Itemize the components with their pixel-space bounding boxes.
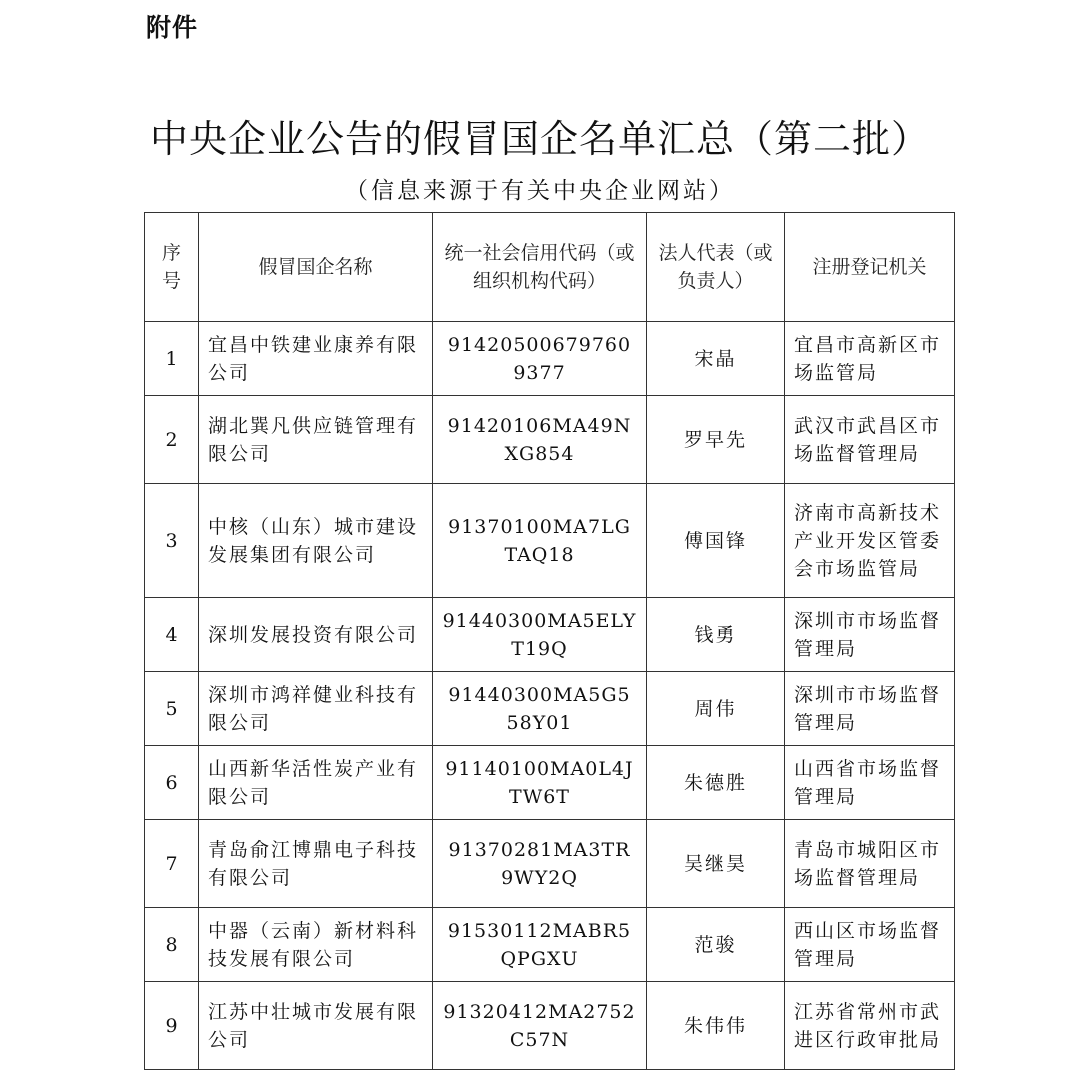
row-index: 8	[145, 908, 199, 982]
company-name: 湖北巽凡供应链管理有限公司	[199, 396, 433, 484]
table-row	[145, 396, 955, 484]
credit-code: 91370100MA7LGTAQ18	[433, 484, 647, 598]
company-name: 中器（云南）新材料科技发展有限公司	[199, 908, 433, 982]
table-header-row	[145, 213, 955, 322]
row-index: 7	[145, 820, 199, 908]
legal-rep: 范骏	[647, 908, 785, 982]
table-row	[145, 598, 955, 672]
attachment-label: 附件	[146, 13, 199, 42]
legal-rep: 周伟	[647, 672, 785, 746]
table-row	[145, 982, 955, 1070]
header-credit-code: 统一社会信用代码（或组织机构代码）	[433, 213, 647, 322]
company-name: 宜昌中铁建业康养有限公司	[199, 322, 433, 396]
fake-soe-table	[144, 212, 955, 1070]
table-row	[145, 746, 955, 820]
credit-code: 91320412MA2752C57N	[433, 982, 647, 1070]
registration-authority: 济南市高新技术产业开发区管委会市场监管局	[785, 484, 955, 598]
row-index: 3	[145, 484, 199, 598]
table-row	[145, 908, 955, 982]
row-index: 4	[145, 598, 199, 672]
credit-code: 91370281MA3TR9WY2Q	[433, 820, 647, 908]
table-row	[145, 484, 955, 598]
legal-rep: 朱伟伟	[647, 982, 785, 1070]
row-index: 1	[145, 322, 199, 396]
table-row	[145, 672, 955, 746]
credit-code: 91440300MA5ELYT19Q	[433, 598, 647, 672]
registration-authority: 山西省市场监督管理局	[785, 746, 955, 820]
row-index: 6	[145, 746, 199, 820]
credit-code: 91530112MABR5QPGXU	[433, 908, 647, 982]
row-index: 5	[145, 672, 199, 746]
credit-code: 91140100MA0L4JTW6T	[433, 746, 647, 820]
header-registration-authority: 注册登记机关	[785, 213, 955, 322]
legal-rep: 吴继昊	[647, 820, 785, 908]
legal-rep: 罗早先	[647, 396, 785, 484]
registration-authority: 江苏省常州市武进区行政审批局	[785, 982, 955, 1070]
header-index: 序号	[145, 213, 199, 322]
legal-rep: 钱勇	[647, 598, 785, 672]
legal-rep: 傅国锋	[647, 484, 785, 598]
company-name: 江苏中壮城市发展有限公司	[199, 982, 433, 1070]
credit-code: 91440300MA5G558Y01	[433, 672, 647, 746]
registration-authority: 深圳市市场监督管理局	[785, 672, 955, 746]
company-name: 青岛俞江博鼎电子科技有限公司	[199, 820, 433, 908]
registration-authority: 深圳市市场监督管理局	[785, 598, 955, 672]
company-name: 深圳发展投资有限公司	[199, 598, 433, 672]
table-row	[145, 322, 955, 396]
company-name: 中核（山东）城市建设发展集团有限公司	[199, 484, 433, 598]
header-legal-rep: 法人代表（或负责人）	[647, 213, 785, 322]
registration-authority: 武汉市武昌区市场监督管理局	[785, 396, 955, 484]
row-index: 9	[145, 982, 199, 1070]
registration-authority: 宜昌市高新区市场监管局	[785, 322, 955, 396]
table-row	[145, 820, 955, 908]
company-name: 深圳市鸿祥健业科技有限公司	[199, 672, 433, 746]
registration-authority: 青岛市城阳区市场监督管理局	[785, 820, 955, 908]
registration-authority: 西山区市场监督管理局	[785, 908, 955, 982]
document-title: 中央企业公告的假冒国企名单汇总（第二批）	[149, 117, 930, 161]
company-name: 山西新华活性炭产业有限公司	[199, 746, 433, 820]
legal-rep: 朱德胜	[647, 746, 785, 820]
credit-code: 914205006797609377	[433, 322, 647, 396]
row-index: 2	[145, 396, 199, 484]
legal-rep: 宋晶	[647, 322, 785, 396]
header-company-name: 假冒国企名称	[199, 213, 433, 322]
credit-code: 91420106MA49NXG854	[433, 396, 647, 484]
document-subtitle: （信息来源于有关中央企业网站）	[345, 178, 735, 204]
